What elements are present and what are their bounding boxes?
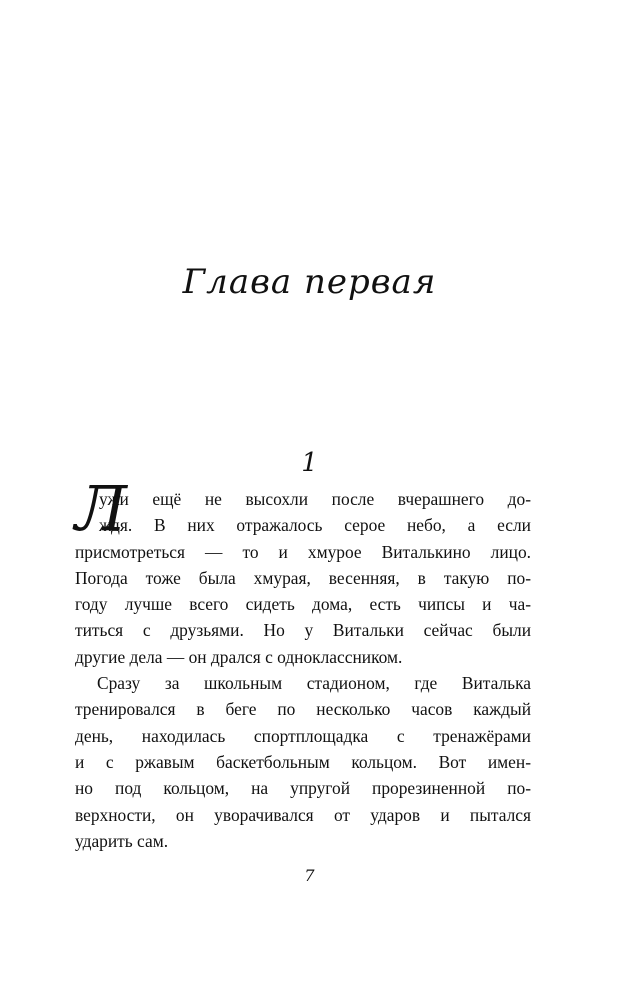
text-line-content: день, находилась спортплощадка с тренажёрами (75, 725, 531, 746)
text-line-content: но под кольцом, на упругой прорезиненной по- (75, 778, 531, 799)
text-line-content: Сразу за школьным стадионом, где Виталька (97, 673, 531, 694)
body-text (75, 486, 531, 854)
text-line-content: присмотреться — то и хмурое Виталькино лицо. (75, 541, 531, 562)
section-number: 1 (301, 448, 318, 478)
text-line-content: другие дела — он дрался с одноклассником. (75, 646, 403, 667)
text-line (75, 512, 531, 538)
text-line (75, 617, 531, 643)
text-line-content: титься с друзьями. Но у Витальки сейчас были (75, 620, 531, 641)
text-line (75, 539, 531, 565)
text-line (75, 565, 531, 591)
text-line (75, 723, 531, 749)
text-line (75, 749, 531, 775)
text-line-content: тренировался в беге по несколько часов каждый (75, 699, 531, 720)
text-line-content: году лучше всего сидеть дома, есть чипсы и ча- (75, 594, 531, 615)
text-line (75, 802, 531, 828)
text-line-content: ударить сам. (75, 830, 169, 851)
text-line-content: Погода тоже была хмурая, весенняя, в такую по- (75, 567, 531, 588)
text-line (75, 486, 531, 512)
text-line (75, 591, 531, 617)
text-line-content: ждя. В них отражалось серое небо, а если (99, 515, 531, 536)
text-line (75, 644, 531, 670)
drop-cap: Л (75, 472, 127, 545)
page-number: 7 (304, 866, 315, 885)
text-line-content: ужи ещё не высохли после вчерашнего до- (99, 489, 531, 509)
text-line-content: верхности, он уворачивался от ударов и пытался (75, 804, 531, 825)
text-line (75, 828, 531, 854)
text-line (75, 696, 531, 722)
text-line (75, 775, 531, 801)
text-line (75, 670, 531, 696)
chapter-title: Глава первая (182, 262, 437, 302)
text-line-content: и с ржавым баскетбольным кольцом. Вот имен- (75, 751, 531, 772)
